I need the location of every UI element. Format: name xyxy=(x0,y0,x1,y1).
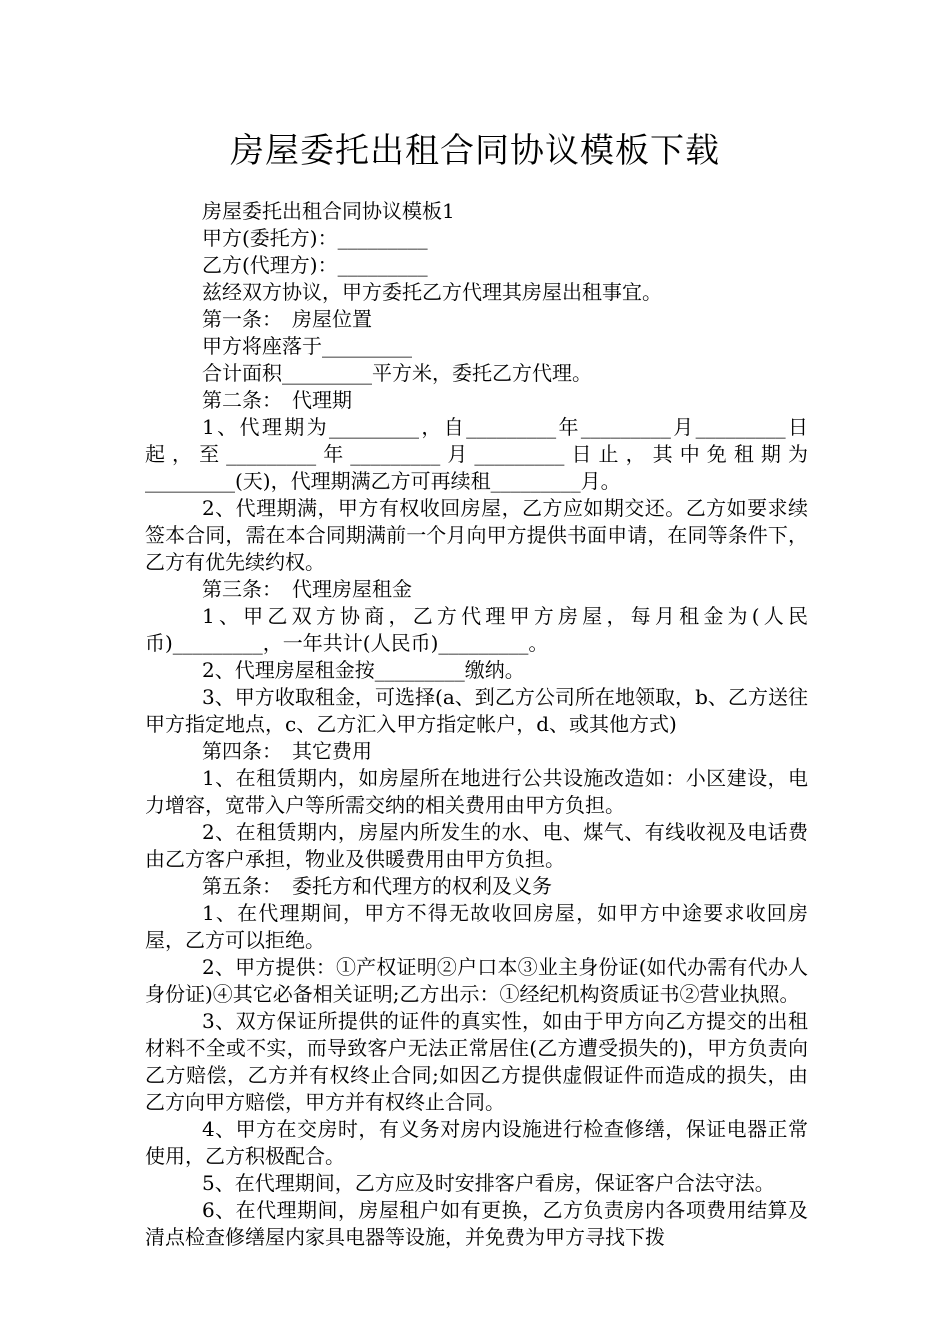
article-1-area: 合计面积_________平方米，委托乙方代理。 xyxy=(202,361,592,385)
article-5-clause-6: 6、在代理期间，房屋租户如有更换，乙方负责房内各项费用结算及清点检查修缮屋内家具电器等设施，并免费为甲方寻找下拨 xyxy=(145,1198,808,1249)
intro-line: 兹经双方协议，甲方委托乙方代理其房屋出租事宜。 xyxy=(202,280,662,304)
article-2-clause-1: 1、代理期为_________，自_________年_________月_________日起，至_________年_________月_________日止，其中免租期为_________(天)，代理期满乙方可再续租_________月。 xyxy=(145,415,808,493)
article-3-clause-2: 2、代理房屋租金按_________缴纳。 xyxy=(202,658,525,682)
article-3-clause-3: 3、甲方收取租金，可选择(a、到乙方公司所在地领取，b、乙方送往甲方指定地点，c、乙方汇入甲方指定帐户，d、或其他方式) xyxy=(145,685,808,736)
article-5-clause-1: 1、在代理期间，甲方不得无故收回房屋，如甲方中途要求收回房屋，乙方可以拒绝。 xyxy=(145,901,808,952)
party-a-line: 甲方(委托方)：_________ xyxy=(202,226,428,250)
article-4-clause-1: 1、在租赁期内，如房屋所在地进行公共设施改造如：小区建设，电力增容，宽带入户等所需交纳的相关费用由甲方负担。 xyxy=(145,766,808,817)
article-2-clause-2: 2、代理期满，甲方有权收回房屋，乙方应如期交还。乙方如要求续签本合同，需在本合同期满前一个月向甲方提供书面申请，在同等条件下，乙方有优先续约权。 xyxy=(145,496,808,574)
article-3-clause-1: 1、甲乙双方协商，乙方代理甲方房屋，每月租金为(人民币)_________，一年共计(人民币)_________。 xyxy=(145,604,808,655)
article-5-clause-4: 4、甲方在交房时，有义务对房内设施进行检查修缮，保证电器正常使用，乙方积极配合。 xyxy=(145,1117,808,1168)
article-1-location: 甲方将座落于_________ xyxy=(202,334,412,358)
article-5-title: 第五条： 委托方和代理方的权利及义务 xyxy=(202,874,552,898)
article-5-clause-5: 5、在代理期间，乙方应及时安排客户看房，保证客户合法守法。 xyxy=(202,1171,775,1195)
party-b-line: 乙方(代理方)：_________ xyxy=(202,253,428,277)
template-heading: 房屋委托出租合同协议模板1 xyxy=(202,199,455,223)
article-4-title: 第四条： 其它费用 xyxy=(202,739,372,763)
article-5-clause-2: 2、甲方提供：①产权证明②户口本③业主身份证(如代办需有代办人身份证)④其它必备相关证明;乙方出示：①经纪机构资质证书②营业执照。 xyxy=(145,955,808,1006)
document-title: 房屋委托出租合同协议模板下载 xyxy=(230,131,720,171)
article-1-title: 第一条： 房屋位置 xyxy=(202,307,372,331)
article-2-title: 第二条： 代理期 xyxy=(202,388,352,412)
article-5-clause-3: 3、双方保证所提供的证件的真实性，如由于甲方向乙方提交的出租材料不全或不实，而导致客户无法正常居住(乙方遭受损失的)，甲方负责向乙方赔偿，乙方并有权终止合同;如因乙方提供虚假证件而造成的损失，由乙方向甲方赔偿，甲方并有权终止合同。 xyxy=(145,1009,808,1114)
document-body xyxy=(145,198,808,1251)
article-3-title: 第三条： 代理房屋租金 xyxy=(202,577,412,601)
article-4-clause-2: 2、在租赁期内，房屋内所发生的水、电、煤气、有线收视及电话费由乙方客户承担，物业及供暖费用由甲方负担。 xyxy=(145,820,808,871)
